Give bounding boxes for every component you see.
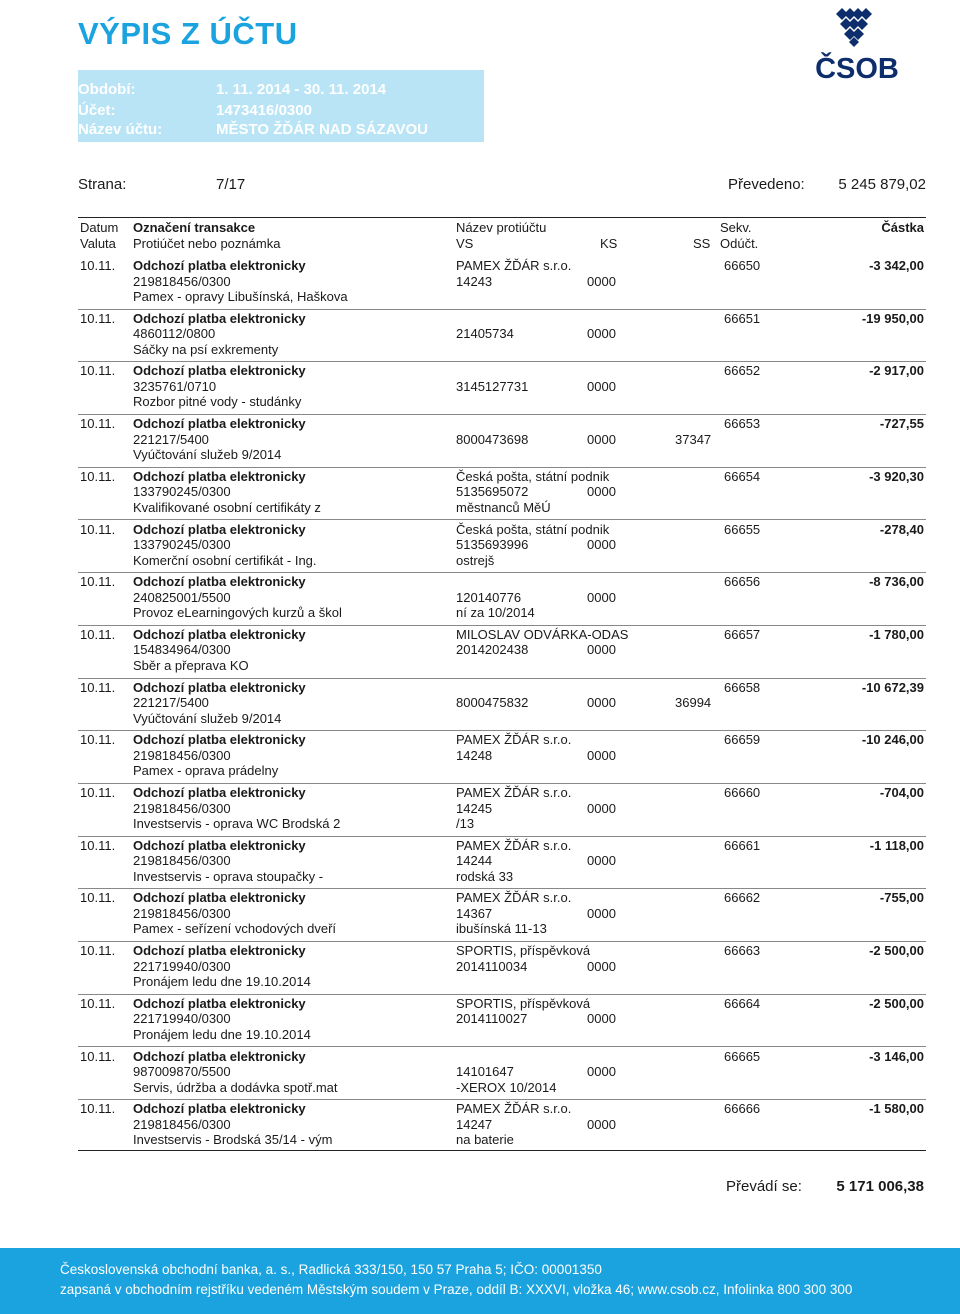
carried-over-label: Převedeno:	[728, 176, 805, 193]
tx-counterparty-name: SPORTIS, příspěvková	[456, 943, 591, 959]
tx-amount: -3 342,00	[869, 258, 924, 273]
tx-ks: 0000	[587, 1116, 616, 1132]
tx-amount: -1 118,00	[869, 837, 924, 853]
tx-sequence: 66661	[724, 837, 761, 853]
tx-vs: 5135693996	[456, 537, 529, 552]
tx-ks: 0000	[587, 326, 616, 342]
tx-date: 10.11.	[80, 1101, 116, 1117]
tx-sequence: 66657	[724, 626, 761, 642]
tx-sequence: 66663	[724, 943, 761, 959]
tx-date: 10.11.	[80, 258, 116, 273]
tx-amount: -278,40	[879, 521, 924, 537]
tx-counterparty-name: SPORTIS, příspěvková	[456, 995, 591, 1011]
header-divider	[78, 217, 926, 218]
table-row	[0, 362, 960, 415]
tx-counter-account: 221719940/0300	[133, 958, 231, 974]
tx-sequence: 66651	[724, 310, 761, 326]
tx-amount: -8 736,00	[869, 574, 924, 590]
tx-counterparty-name: PAMEX ŽĎÁR s.r.o.	[456, 890, 572, 906]
col-ks: KS	[600, 236, 618, 251]
tx-type: Odchozí platba elektronicky	[133, 679, 306, 695]
tx-type: Odchozí platba elektronicky	[133, 363, 306, 379]
tx-counter-account: 240825001/5500	[133, 589, 231, 605]
footer-line-1: Československá obchodní banka, a. s., Radlická 333/150, 150 57 Praha 5; IČO: 00001350	[60, 1262, 602, 1277]
table-row	[0, 679, 960, 732]
tx-ks: 0000	[587, 1064, 616, 1079]
col-posted: Odúčt.	[720, 236, 759, 251]
tx-type: Odchozí platba elektronicky	[133, 1101, 306, 1117]
tx-date: 10.11.	[80, 574, 116, 590]
tx-ks: 0000	[587, 537, 616, 552]
tx-vs: 2014110027	[456, 1011, 528, 1027]
tx-amount: -2 917,00	[869, 363, 924, 379]
tx-counter-account: 219818456/0300	[133, 853, 231, 869]
page-value: 7/17	[216, 176, 246, 193]
tx-vs: 2014202438	[456, 642, 529, 658]
tx-type: Odchozí platba elektronicky	[133, 995, 306, 1011]
tx-amount: -1 780,00	[869, 626, 924, 642]
document-title: VÝPIS Z ÚČTU	[78, 16, 298, 51]
tx-sequence: 66654	[724, 468, 761, 484]
tx-vs: 21405734	[456, 326, 514, 342]
tx-counterparty-name-cont: rodská 33	[456, 868, 514, 884]
table-row	[0, 626, 960, 679]
tx-type: Odchozí platba elektronicky	[133, 626, 306, 642]
tx-counter-account: 987009870/5500	[133, 1064, 231, 1079]
col-valuta: Valuta	[80, 236, 116, 251]
col-vs: VS	[456, 236, 474, 251]
tx-sequence: 66662	[724, 890, 761, 906]
period-value: 1. 11. 2014 - 30. 11. 2014	[216, 81, 387, 98]
tx-vs: 120140776	[456, 589, 522, 605]
tx-counter-account: 221719940/0300	[133, 1011, 231, 1027]
tx-note: Pamex - seřízení vchodových dveří	[133, 921, 337, 937]
tx-amount: -755,00	[879, 890, 924, 906]
tx-date: 10.11.	[80, 732, 116, 748]
tx-date: 10.11.	[80, 310, 116, 326]
tx-counter-account: 221217/5400	[133, 431, 209, 447]
tx-counterparty-name: MILOSLAV ODVÁRKA-ODAS	[456, 626, 629, 642]
tx-amount: -2 500,00	[869, 995, 924, 1011]
tx-counterparty-name: Česká pošta, státní podnik	[456, 521, 610, 537]
tx-ks: 0000	[587, 853, 616, 869]
tx-ks: 0000	[587, 747, 616, 763]
table-row	[0, 731, 960, 784]
tx-counterparty-name-cont: ní za 10/2014	[456, 605, 535, 621]
transfer-value: 5 171 006,38	[836, 1178, 924, 1195]
tx-counterparty-name: PAMEX ŽĎÁR s.r.o.	[456, 258, 572, 273]
tx-ks: 0000	[587, 484, 616, 500]
tx-type: Odchozí platba elektronicky	[133, 1048, 306, 1064]
tx-note: Vyúčtování služeb 9/2014	[133, 710, 282, 726]
tx-counter-account: 4860112/0800	[133, 326, 216, 342]
tx-amount: -704,00	[879, 785, 924, 800]
col-counterparty-name: Název protiúčtu	[456, 220, 547, 235]
tx-type: Odchozí platba elektronicky	[133, 310, 306, 326]
tx-counterparty-name-cont: městnanců MěÚ	[456, 499, 551, 515]
tx-note: Pronájem ledu dne 19.10.2014	[133, 1026, 311, 1042]
tx-date: 10.11.	[80, 521, 116, 537]
tx-counterparty-name-cont: /13	[456, 816, 475, 831]
tx-sequence: 66659	[724, 732, 761, 748]
table-row	[0, 942, 960, 995]
tx-type: Odchozí platba elektronicky	[133, 574, 306, 590]
tx-ks: 0000	[587, 642, 616, 658]
tx-type: Odchozí platba elektronicky	[133, 943, 306, 959]
tx-sequence: 66655	[724, 521, 761, 537]
tx-type: Odchozí platba elektronicky	[133, 521, 306, 537]
tx-vs: 14247	[456, 1116, 493, 1132]
tx-sequence: 66656	[724, 574, 761, 590]
tx-vs: 14248	[456, 747, 493, 763]
tx-ss: 36994	[675, 695, 712, 711]
col-ss: SS	[693, 236, 711, 251]
table-row	[0, 889, 960, 942]
tx-note: Komerční osobní certifikát - Ing.	[133, 552, 317, 568]
table-bottom-divider	[78, 1150, 926, 1151]
csob-logo	[806, 6, 908, 80]
table-row	[0, 1048, 960, 1101]
table-row	[0, 415, 960, 468]
tx-date: 10.11.	[80, 626, 116, 642]
table-row	[0, 521, 960, 574]
tx-counterparty-name: PAMEX ŽĎÁR s.r.o.	[456, 732, 572, 748]
tx-counter-account: 133790245/0300	[133, 537, 231, 552]
table-row	[0, 573, 960, 626]
table-row	[0, 468, 960, 521]
tx-counterparty-name: PAMEX ŽĎÁR s.r.o.	[456, 837, 572, 853]
col-amount: Částka	[881, 220, 924, 235]
tx-sequence: 66650	[724, 258, 761, 273]
tx-note: Investservis - Brodská 35/14 - vým	[133, 1132, 333, 1148]
carried-over-value: 5 245 879,02	[838, 176, 926, 193]
account-name-label: Název účtu:	[78, 121, 163, 138]
tx-ks: 0000	[587, 1011, 616, 1027]
tx-note: Sáčky na psí exkrementy	[133, 341, 279, 357]
tx-note: Pronájem ledu dne 19.10.2014	[133, 974, 311, 990]
tx-amount: -10 672,39	[861, 679, 924, 695]
account-label: Účet:	[78, 102, 116, 119]
tx-ks: 0000	[587, 958, 616, 974]
col-sequence: Sekv.	[720, 220, 752, 235]
svg-text:ČSOB: ČSOB	[815, 53, 899, 80]
tx-date: 10.11.	[80, 1048, 116, 1064]
tx-counterparty-name: PAMEX ŽĎÁR s.r.o.	[456, 785, 572, 800]
tx-amount: -19 950,00	[861, 310, 924, 326]
tx-note: Investservis - oprava stoupačky -	[133, 868, 324, 884]
tx-note: Sběr a přeprava KO	[133, 657, 249, 673]
tx-ks: 0000	[587, 273, 616, 289]
tx-vs: 8000475832	[456, 695, 529, 711]
tx-type: Odchozí platba elektronicky	[133, 468, 306, 484]
tx-note: Investservis - oprava WC Brodská 2	[133, 816, 341, 831]
account-value: 1473416/0300	[216, 102, 312, 119]
transfer-label: Převádí se:	[726, 1178, 802, 1195]
tx-counterparty-name: PAMEX ŽĎÁR s.r.o.	[456, 1101, 572, 1117]
tx-date: 10.11.	[80, 995, 116, 1011]
tx-ks: 0000	[587, 431, 616, 447]
tx-amount: -727,55	[879, 416, 924, 432]
footer-line-2: zapsaná v obchodním rejstříku vedeném Městským soudem v Praze, oddíl B: XXXVI, vložka 46; www.csob.cz, Infolinka 800 300 300	[60, 1282, 853, 1297]
page-label: Strana:	[78, 176, 127, 193]
tx-sequence: 66664	[724, 995, 761, 1011]
tx-vs: 14243	[456, 273, 493, 289]
tx-note: Pamex - opravy Libušínská, Haškova	[133, 289, 348, 304]
tx-amount: -10 246,00	[861, 732, 924, 748]
tx-note: Provoz eLearningových kurzů a škol	[133, 605, 342, 621]
tx-sequence: 66666	[724, 1101, 761, 1117]
tx-sequence: 66653	[724, 416, 761, 432]
tx-counterparty-name: Česká pošta, státní podnik	[456, 468, 610, 484]
tx-note: Kvalifikované osobní certifikáty z	[133, 499, 321, 515]
tx-date: 10.11.	[80, 363, 116, 379]
table-row	[0, 310, 960, 363]
tx-counter-account: 221217/5400	[133, 695, 209, 711]
tx-date: 10.11.	[80, 837, 116, 853]
tx-type: Odchozí platba elektronicky	[133, 785, 306, 800]
tx-type: Odchozí platba elektronicky	[133, 732, 306, 748]
period-label: Období:	[78, 81, 136, 98]
tx-note: Servis, údržba a dodávka spotř.mat	[133, 1079, 338, 1095]
tx-type: Odchozí platba elektronicky	[133, 890, 306, 906]
table-row	[0, 995, 960, 1048]
table-row	[0, 257, 960, 310]
tx-counter-account: 219818456/0300	[133, 905, 231, 921]
col-counter-account: Protiúčet nebo poznámka	[133, 236, 281, 251]
tx-note: Pamex - oprava prádelny	[133, 763, 279, 779]
tx-vs: 14244	[456, 853, 493, 869]
tx-counterparty-name-cont: ostrejš	[456, 552, 495, 568]
csob-logo-icon	[806, 6, 908, 80]
tx-vs: 14101647	[456, 1064, 514, 1079]
tx-type: Odchozí platba elektronicky	[133, 837, 306, 853]
tx-amount: -3 146,00	[869, 1048, 924, 1064]
tx-vs: 14367	[456, 905, 493, 921]
tx-amount: -1 580,00	[869, 1101, 924, 1117]
bank-footer	[0, 1248, 960, 1314]
tx-sequence: 66660	[724, 785, 761, 800]
tx-counterparty-name-cont: ibušínská 11-13	[456, 921, 547, 937]
tx-counter-account: 219818456/0300	[133, 747, 231, 763]
col-date: Datum	[80, 220, 119, 235]
tx-note: Vyúčtování služeb 9/2014	[133, 447, 282, 463]
tx-note: Rozbor pitné vody - studánky	[133, 394, 302, 410]
tx-vs: 14245	[456, 800, 493, 816]
tx-sequence: 66658	[724, 679, 761, 695]
tx-date: 10.11.	[80, 679, 116, 695]
table-row	[0, 1100, 960, 1153]
account-info-panel	[78, 70, 484, 142]
tx-counter-account: 219818456/0300	[133, 800, 231, 816]
tx-counterparty-name-cont: na baterie	[456, 1132, 514, 1148]
tx-amount: -3 920,30	[869, 468, 924, 484]
tx-vs: 2014110034	[456, 958, 528, 974]
tx-sequence: 66665	[724, 1048, 761, 1064]
tx-ks: 0000	[587, 378, 616, 394]
tx-sequence: 66652	[724, 363, 761, 379]
tx-date: 10.11.	[80, 785, 116, 800]
tx-vs: 5135695072	[456, 484, 529, 500]
tx-ks: 0000	[587, 800, 616, 816]
tx-counter-account: 219818456/0300	[133, 1116, 231, 1132]
col-transaction: Označení transakce	[133, 220, 256, 235]
table-row	[0, 837, 960, 890]
tx-ss: 37347	[675, 431, 712, 447]
table-row	[0, 784, 960, 837]
tx-counter-account: 133790245/0300	[133, 484, 231, 500]
tx-vs: 3145127731	[456, 378, 529, 394]
tx-amount: -2 500,00	[869, 943, 924, 959]
tx-type: Odchozí platba elektronicky	[133, 416, 306, 432]
tx-counter-account: 3235761/0710	[133, 378, 217, 394]
tx-date: 10.11.	[80, 468, 116, 484]
tx-date: 10.11.	[80, 416, 116, 432]
tx-counter-account: 154834964/0300	[133, 642, 231, 658]
tx-counterparty-name-cont: -XEROX 10/2014	[456, 1079, 557, 1095]
tx-date: 10.11.	[80, 943, 116, 959]
tx-ks: 0000	[587, 695, 616, 711]
account-name-value: MĚSTO ŽĎÁR NAD SÁZAVOU	[216, 121, 428, 138]
tx-ks: 0000	[587, 589, 616, 605]
tx-type: Odchozí platba elektronicky	[133, 258, 306, 273]
tx-date: 10.11.	[80, 890, 116, 906]
tx-counter-account: 219818456/0300	[133, 273, 231, 289]
tx-vs: 8000473698	[456, 431, 529, 447]
tx-ks: 0000	[587, 905, 616, 921]
